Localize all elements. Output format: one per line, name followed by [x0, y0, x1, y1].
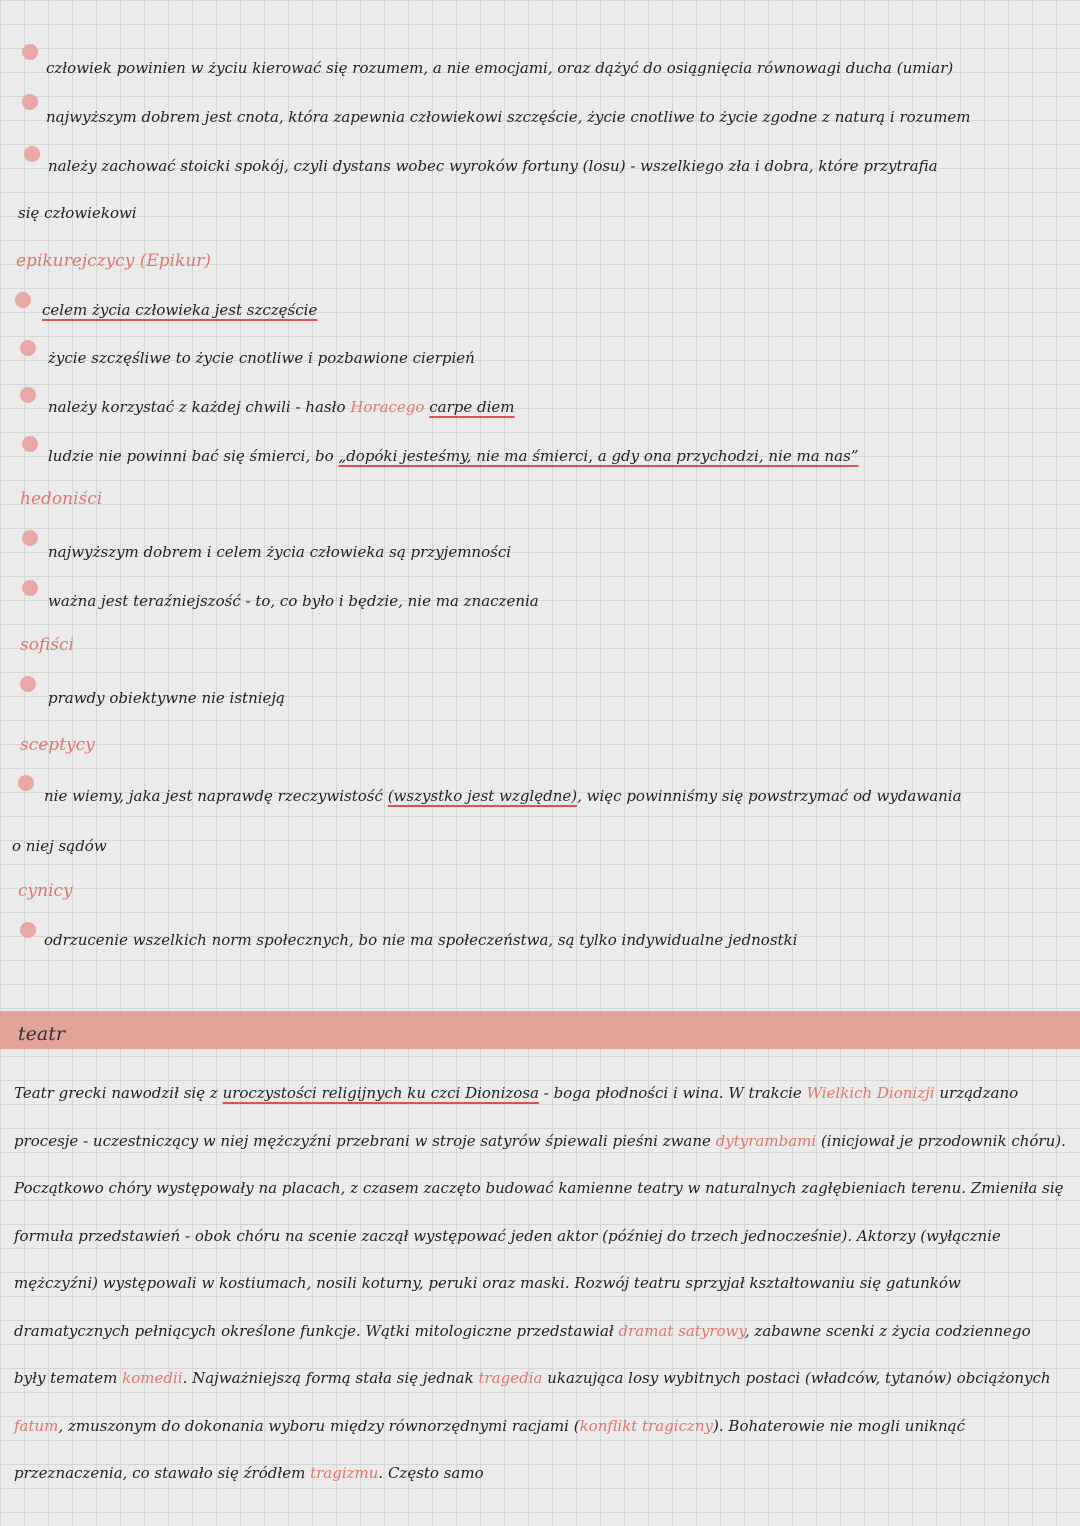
teatr-text: ukazująca losy wybitnych postaci (władców, tytanów) obciążonych	[542, 1369, 1051, 1387]
term-fatum: fatum	[14, 1416, 59, 1435]
sceptycy-item-1-c: , więc powinniśmy się powstrzymać od wydawania	[577, 787, 962, 805]
hedonisci-item-1-text: najwyższym dobrem i celem życia człowieka są przyjemności	[48, 543, 512, 561]
carpe-diem: carpe diem	[429, 398, 515, 416]
epikur-quote: „dopóki jesteśmy, nie ma śmierci, a gdy ona przychodzi, nie ma nas”	[338, 447, 859, 465]
epikurejczycy-item-4-text: ludzie nie powinni bać się śmierci, bo	[48, 447, 334, 465]
hedonisci-item-1	[48, 542, 511, 562]
teatr-text: . Najważniejszą formą stała się jednak	[182, 1369, 479, 1387]
teatr-uroczystosci: uroczystości religijnych ku czci Dionizosa	[222, 1084, 539, 1102]
hedonisci-item-2: ważna jest teraźniejszość - to, co było i będzie, nie ma znaczenia	[48, 592, 539, 610]
teatr-text: Teatr grecki nawodził się z	[14, 1084, 223, 1102]
bullet-dot	[22, 530, 38, 546]
sceptycy-item-1-a: nie wiemy, jaka jest naprawdę rzeczywistość	[44, 787, 383, 805]
bullet-dot	[20, 922, 36, 938]
term-komedia: komedii	[122, 1369, 183, 1387]
sceptycy-item-1-cont: o niej sądów	[12, 837, 107, 855]
stoicy-item-2	[46, 107, 971, 127]
teatr-text: (inicjował je przodownik chóru). Początkowo chóry występowały na placach, z czasem zaczęto budować kamienne teatry w naturalnych zagłębieniach terenu. Zmieniła się formuła przedstawień - obok chóru na scenie zaczął występować jeden aktor (później do trzech jednocześnie). Aktorzy (wyłącznie mężczyźni) występowali w kostiumach, nosili koturny, peruki oraz maski. Rozwój teatru sprzyjał kształtowaniu się gatunków dramatycznych pełniących określone funkcje. Wątki mitologiczne przedstawiał	[14, 1131, 1066, 1340]
heading-epikurejczycy: epikurejczycy (Epikur)	[16, 251, 212, 271]
heading-hedonisci: hedoniści	[20, 489, 103, 509]
stoicy-item-2-text: najwyższym dobrem jest cnota, która zapewnia człowiekowi szczęście, życie cnotliwe to życie zgodne z naturą i rozumem	[46, 108, 971, 126]
bullet-dot	[24, 146, 40, 162]
bullet-dot	[22, 436, 38, 452]
teatr-text: , zabawne scenki z życia codziennego były tematem	[14, 1321, 1031, 1387]
epikurejczycy-item-3	[48, 397, 515, 417]
sceptycy-item-1-b: (wszystko jest względne)	[387, 787, 578, 805]
stoicy-item-1: człowiek powinien w życiu kierować się rozumem, a nie emocjami, oraz dążyć do osiągnięcia równowagi ducha (umiar)	[46, 59, 954, 77]
heading-cynicy: cynicy	[18, 881, 73, 901]
epikurejczycy-item-1	[42, 300, 317, 320]
heading-sceptycy: sceptycy	[20, 735, 95, 755]
teatr-text: . Często samo	[378, 1464, 484, 1482]
epikurejczycy-item-3-text: należy korzystać z każdej chwili - hasło	[48, 398, 346, 416]
sofisci-item-1: prawdy obiektywne nie istnieją	[48, 689, 285, 707]
cynicy-item-1: odrzucenie wszelkich norm społecznych, bo nie ma społeczeństwa, są tylko indywidualne jednostki	[44, 931, 798, 949]
epikurejczycy-item-1-text: celem życia człowieka jest szczęście	[42, 301, 318, 319]
teatr-text: - boga płodności i wina. W trakcie	[538, 1084, 807, 1102]
stoicy-item-3-cont: się człowiekowi	[18, 204, 137, 222]
bullet-dot	[20, 387, 36, 403]
heading-sofisci: sofiści	[20, 635, 74, 655]
teatr-text: urządzano procesje - uczestniczący w niej mężczyźni przebrani w stroje satyrów śpiewali pieśni zwane	[14, 1084, 1019, 1150]
bullet-dot	[22, 44, 38, 60]
teatr-text: ). Bohaterowie nie mogli uniknąć przeznaczenia, co stawało się źródłem	[14, 1416, 965, 1482]
bullet-dot	[20, 676, 36, 692]
term-dramat-satyrowy: dramat satyrowy	[618, 1321, 745, 1340]
bullet-dot	[20, 340, 36, 356]
term-konflikt-tragiczny: konflikt tragiczny	[579, 1416, 714, 1435]
bullet-dot	[18, 775, 34, 791]
section-band	[0, 1011, 1080, 1049]
epikurejczycy-item-2: życie szczęśliwe to życie cnotliwe i pozbawione cierpień	[48, 349, 475, 367]
bullet-dot	[22, 580, 38, 596]
term-dytyramby: dytyrambami	[715, 1131, 817, 1150]
term-tragedia: tragedia	[478, 1369, 543, 1387]
teatr-text: , zmuszonym do dokonania wyboru między równorzędnymi racjami (	[58, 1416, 580, 1435]
horacy-name: Horacego	[350, 398, 425, 416]
epikurejczycy-item-4	[48, 446, 858, 466]
bullet-dot	[22, 94, 38, 110]
term-tragizm: tragizmu	[310, 1464, 379, 1482]
sceptycy-item-1	[44, 786, 962, 806]
bullet-dot	[15, 292, 31, 308]
section-title-teatr: teatr	[18, 1023, 65, 1045]
stoicy-item-3: należy zachować stoicki spokój, czyli dystans wobec wyroków fortuny (losu) - wszelkiego zła i dobra, które przytrafia	[48, 157, 938, 175]
teatr-paragraph	[14, 1070, 1066, 1498]
term-wielkie-dionizje: Wielkich Dionizji	[806, 1084, 935, 1102]
